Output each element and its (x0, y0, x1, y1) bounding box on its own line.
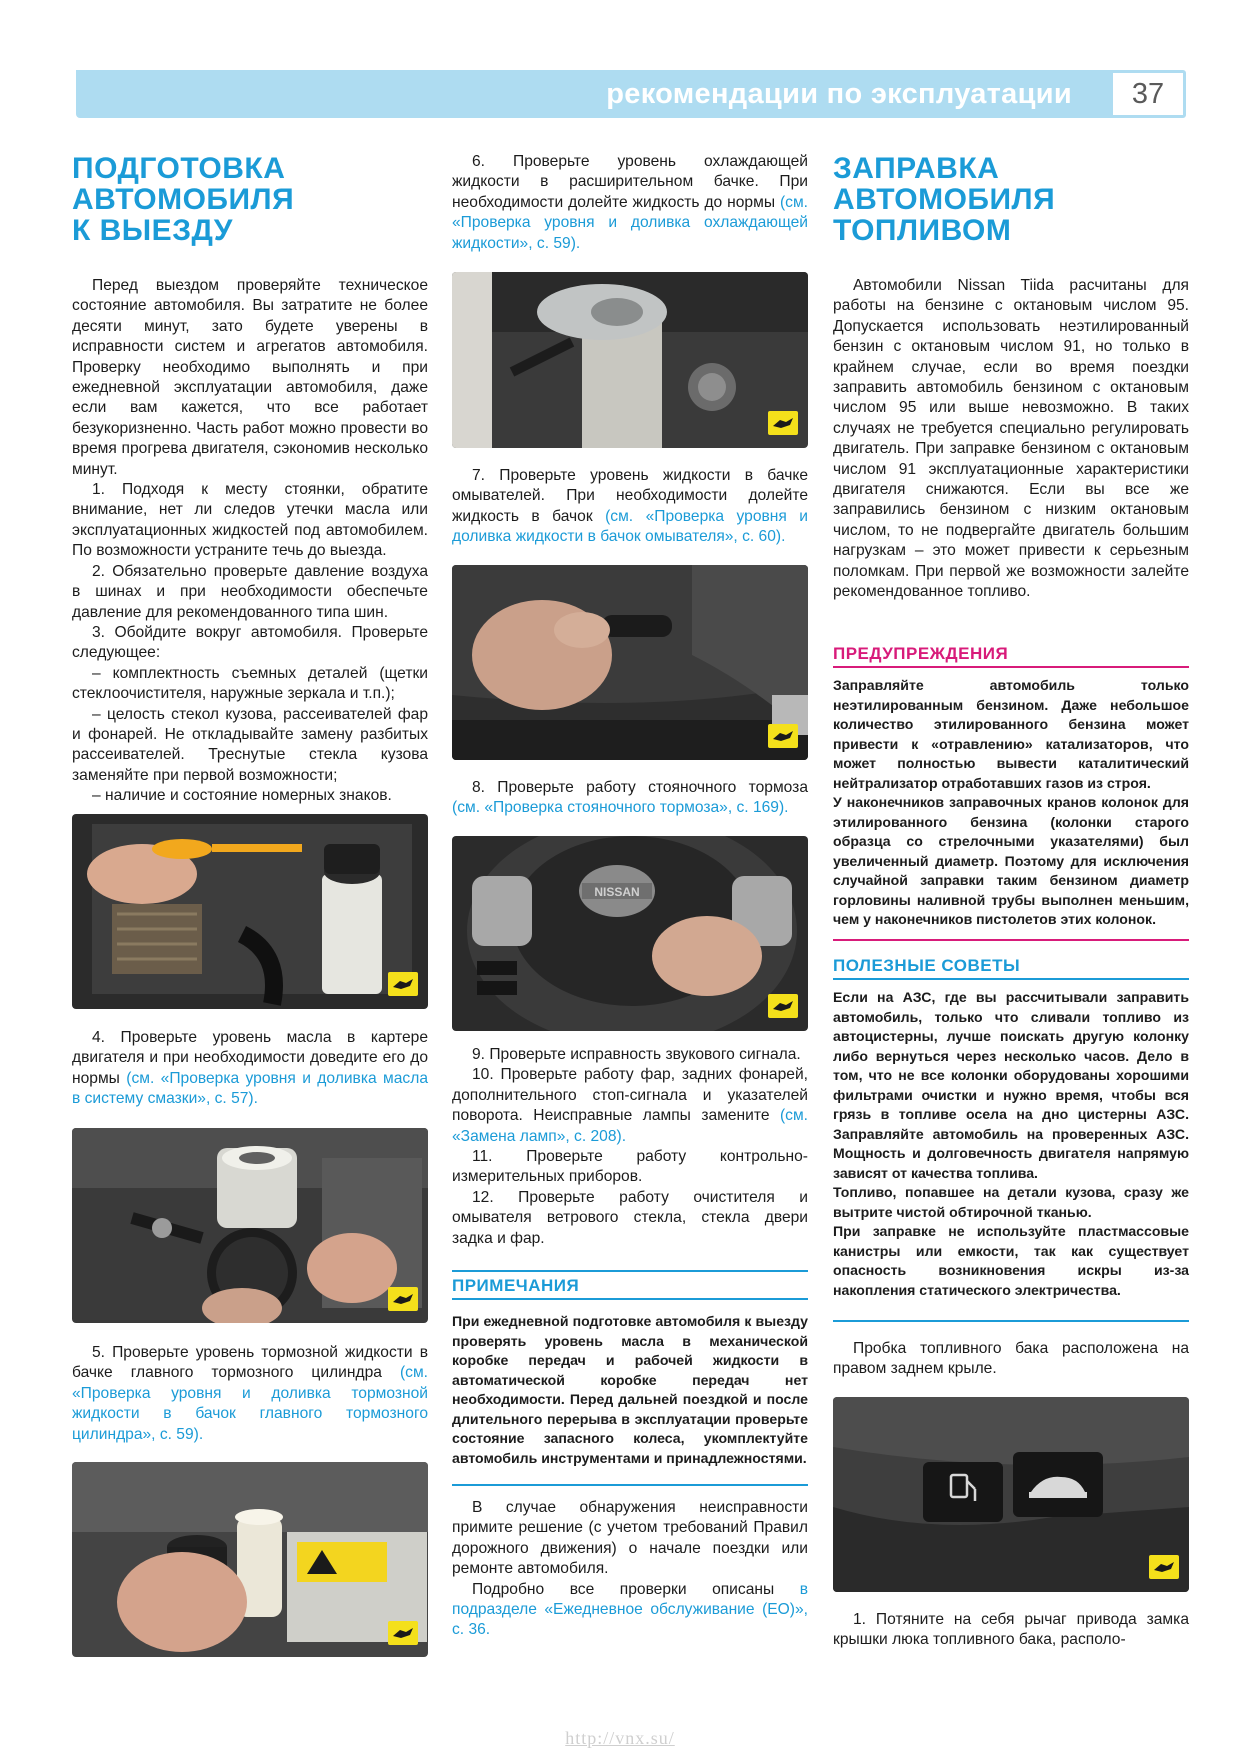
chapter-title: рекомендации по эксплуатации (606, 78, 1072, 110)
warning-paragraph-2: У наконечников заправочных кранов колонок для этилированного бензина (колонки старого образца со стрелочными указателями) был увеличенный диаметр. Поэтому для исключения случайной заправки таким бензином диаметр горловины наливной трубы выполнен меньшим, чем у наконечников пистолетов этих колонок. (833, 794, 1189, 927)
warnings-heading: ПРЕДУПРЕЖДЕНИЯ (833, 644, 1189, 668)
link-daily-maintenance[interactable]: в подразделе «Ежедневное обслуживание (ЕО)», с. 36. (452, 1580, 808, 1639)
col3-fuel-cap (833, 1339, 1189, 1380)
col1-text-block (72, 276, 428, 807)
link-parking-brake[interactable]: (см. «Проверка стояночного тормоза», с. 169). (452, 799, 789, 817)
paragraph-step-10: 10. Проверьте работу фар, задних фонарей, дополнительного стоп-сигнала и указателей поворота. Неисправные лампы замените (452, 1066, 808, 1125)
section-title-preparation: ПОДГОТОВКА АВТОМОБИЛЯ К ВЫЕЗДУ (72, 152, 295, 247)
paragraph-step-6: 6. Проверьте уровень охлаждающей жидкости в расширительном бачке. При необходимости долейте жидкость до нормы (452, 153, 808, 211)
section-title-refueling: ЗАПРАВКА АВТОМОБИЛЯ ТОПЛИВОМ (833, 152, 1056, 247)
col1-step4 (72, 1028, 428, 1110)
paragraph-step-3: 3. Обойдите вокруг автомобиля. Проверьте следующее: (72, 623, 428, 662)
photo-brake-fluid-cap (72, 1128, 428, 1323)
bullet-glass: – целость стекол кузова, рассеивателей фар и фонарей. Не откладывайте замену разбитых рассеивателей. Треснутые стекла кузова заменяйте при первой возможности; (72, 705, 428, 784)
col2-step8 (452, 778, 808, 819)
col3-intro (833, 276, 1189, 603)
hand-icon-badge (768, 411, 798, 435)
hand-icon-badge (388, 1287, 418, 1311)
tips-bottom-rule (833, 1320, 1189, 1322)
warning-paragraph-1: Заправляйте автомобиль только неэтилированным бензином. Даже небольшое количество этилированного бензина может привести к «отравлению» катализаторов, что может полностью вывести каталитический нейтрализатор отработавших газов из строя. (833, 677, 1189, 791)
tip-paragraph-2: Топливо, попавшее на детали кузова, сразу же вытрите чистой обтирочной тканью. (833, 1184, 1189, 1220)
warnings-bottom-rule (833, 939, 1189, 941)
paragraph-intro: Перед выездом проверяйте техническое состояние автомобиля. Вы затратите не более десяти минут, зато будете уверены в исправности систем и агрегатов автомобиля. Проверку необходимо выполнять и при ежедневной эксплуатации автомобиля, даже если вам кажется, что все работает безукоризненно. Часть работ можно провести во время прогрева двигателя, сэкономив несколько минут. (72, 277, 428, 478)
tips-heading: ПОЛЕЗНЫЕ СОВЕТЫ (833, 956, 1189, 980)
hand-icon-badge (388, 1621, 418, 1645)
photo-washer-reservoir (452, 272, 808, 448)
photo-steering-horn (452, 836, 808, 1031)
photo-fuel-door-lever (833, 1397, 1189, 1592)
notes-top-rule (452, 1270, 808, 1272)
col2-step6 (452, 152, 808, 254)
paragraph-malfunction: В случае обнаружения неисправности примите решение (с учетом требований Правил дорожного движения) о начале поездки или ремонте автомобиля. (452, 1499, 808, 1578)
warnings-text (833, 676, 1189, 930)
col3-step1 (833, 1610, 1189, 1651)
col2-closing (452, 1498, 808, 1641)
paragraph-step-1: 1. Подходя к месту стоянки, обратите внимание, нет ли следов утечки масла или эксплуатационных жидкостей под автомобилем. По возможности устраните течь до выезда. (72, 481, 428, 560)
link-washer[interactable]: (см. «Проверка уровня и доливка жидкости в бачок омывателя», с. 60). (452, 507, 808, 546)
tip-paragraph-3: При заправке не используйте пластмассовые канистры или емкости, так как существует опасность возникновения искры из-за накопления статического электричества. (833, 1223, 1189, 1298)
paragraph-fuel-intro: Автомобили Nissan Tiida расчитаны для работы на бензине с октановым числом 95. Допускается использовать неэтилированный бензин с октановым числом 91, но только в крайнем случае, если во время поездки заправить автомобиль бензином с октановым числом 95 или выше невозможно. В таких случаях не требуется специально регулировать двигатель. При заправке бензином с октановым числом 91 эксплуатационные характеристики двигателя снижаются. Если вы все же заправились бензином с низким октановым числом, то не подвергайте двигатель большим нагрузкам – это может привести к серьезным поломкам. При первой же возможности залейте рекомендованное топливо. (833, 277, 1189, 601)
paragraph-step-4: 4. Проверьте уровень масла в картере двигателя и при необходимости доведите его до нормы (72, 1029, 428, 1087)
footer-url[interactable]: http://vnx.su/ (565, 1728, 675, 1748)
notes-bottom-rule (452, 1484, 808, 1486)
link-brake-fluid[interactable]: (см. «Проверка уровня и доливка тормозной жидкости в бачок главного тормозного цилиндра», с. 59). (72, 1364, 428, 1443)
tips-text (833, 988, 1189, 1300)
hand-icon-badge (388, 972, 418, 996)
paragraph-step-12: 12. Проверьте работу очистителя и омывателя ветрового стекла, стекла двери задка и фар. (452, 1188, 808, 1247)
page-number: 37 (1110, 70, 1186, 118)
notes-text (452, 1312, 808, 1468)
paragraph-fuel-cap-location: Пробка топливного бака расположена на правом заднем крыле. (833, 1340, 1189, 1378)
bullet-plates: – наличие и состояние номерных знаков. (92, 787, 392, 805)
hand-icon-badge (768, 994, 798, 1018)
photo-coolant-cap (72, 1462, 428, 1657)
link-coolant[interactable]: (см. «Проверка уровня и доливка охлаждающей жидкости», с. 59). (452, 193, 808, 252)
link-lamps[interactable]: (см. «Замена ламп», с. 208). (452, 1107, 808, 1145)
nissan-logo: NISSAN (594, 885, 640, 899)
link-oil-level[interactable]: (см. «Проверка уровня и доливка масла в систему смазки», с. 57). (72, 1069, 428, 1108)
paragraph-step-8: 8. Проверьте работу стояночного тормоза (472, 779, 808, 796)
paragraph-details: Подробно все проверки описаны (472, 1580, 775, 1598)
bullet-removable-parts: – комплектность съемных деталей (щетки стеклоочистителя, наружные зеркала и т.п.); (72, 664, 428, 703)
notes-heading: ПРИМЕЧАНИЯ (452, 1276, 808, 1300)
photo-oil-dipstick (72, 814, 428, 1009)
col1-step5 (72, 1343, 428, 1445)
hand-icon-badge (1149, 1555, 1179, 1579)
paragraph-step-5: 5. Проверьте уровень тормозной жидкости в бачке главного тормозного цилиндра (72, 1344, 428, 1382)
paragraph-step-7: 7. Проверьте уровень жидкости в бачке омывателей. При необходимости долейте жидкость в бачок (452, 467, 808, 525)
notes-paragraph: При ежедневной подготовке автомобиля к выезду проверять уровень масла в механической коробке передач и рабочей жидкости в автоматической коробке передач нет необходимости. Перед дальней поездкой и после длительного перерыва в эксплуатации проверьте состояние запасного колеса, укомплектуйте автомобиль инструментами и принадлежностями. (452, 1313, 808, 1466)
paragraph-step-11: 11. Проверьте работу контрольно-измерительных приборов. (452, 1148, 808, 1186)
col2-step7 (452, 466, 808, 548)
paragraph-fuel-step-1: 1. Потяните на себя рычаг привода замка крышки люка топливного бака, располо- (833, 1611, 1189, 1649)
col2-steps-9-12 (452, 1045, 808, 1249)
hand-icon-badge (768, 724, 798, 748)
photo-parking-brake (452, 565, 808, 760)
paragraph-step-2: 2. Обязательно проверьте давление воздуха в шинах и при необходимости обеспечьте давление для рекомендованного типа шин. (72, 562, 428, 621)
tip-paragraph-1: Если на АЗС, где вы рассчитывали заправить автомобиль, только что сливали топливо из автоцистерны, лучше поискать другую колонку либо вернуться через несколько часов. Дело в том, что не все колонки оборудованы хорошими фильтрами очистки и нужно время, чтобы вся грязь в топливе осела на дно цистерны АЗС. Заправляйте автомобиль на проверенных АЗС. Мощность и долговечность двигателя напрямую зависят от качества топлива. (833, 989, 1189, 1181)
paragraph-step-9: 9. Проверьте исправность звукового сигнала. (472, 1046, 801, 1063)
